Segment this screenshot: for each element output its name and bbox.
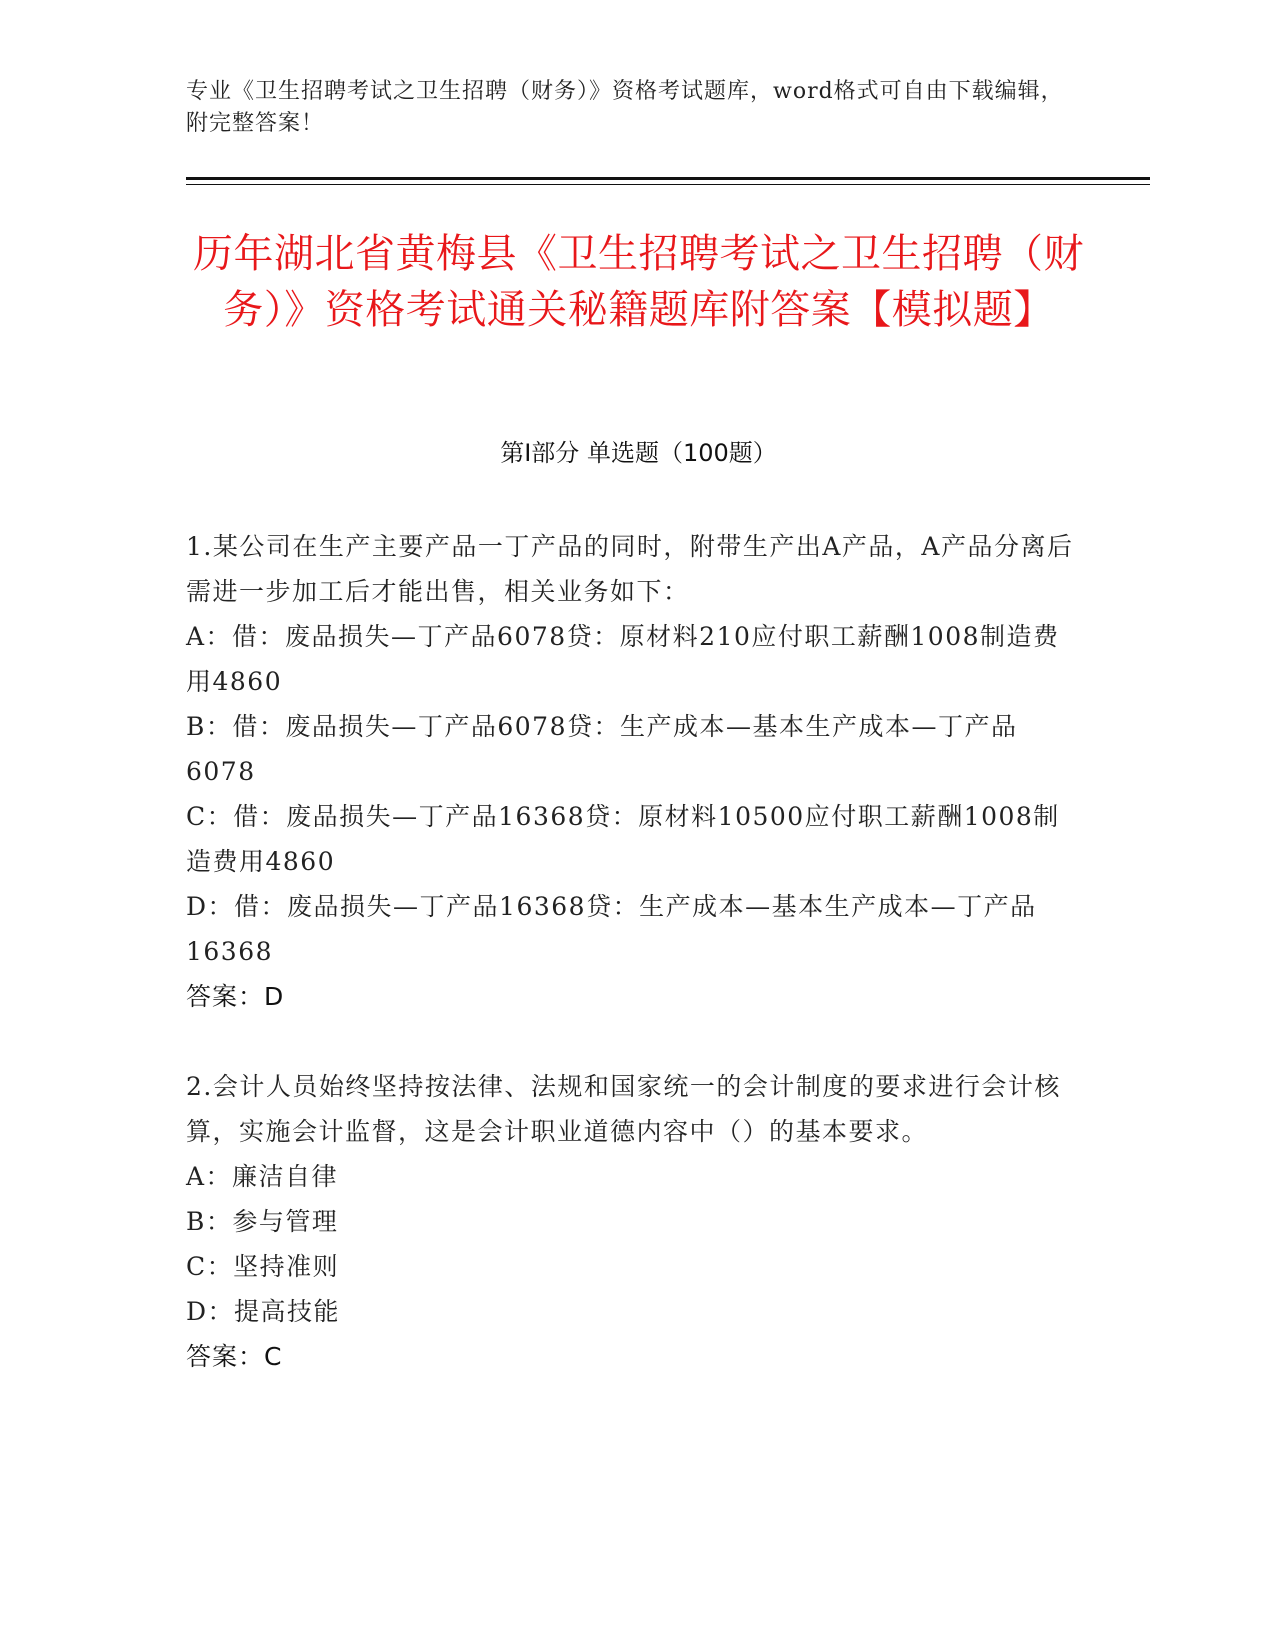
section-title: 第I部分 单选题（100题） (500, 439, 777, 467)
document-title: 历年湖北省黄梅县《卫生招聘考试之卫生招聘（财务）》资格考试通关秘籍题库附答案【模拟题】 (193, 231, 1084, 333)
option-c: C：坚持准则 (186, 1252, 340, 1281)
option-a: A：借：废品损失—丁产品6078贷：原材料210应付职工薪酬1008制造费用4860 (186, 622, 1060, 696)
answer-line: 答案：D (186, 982, 285, 1011)
question-stem: 2.会计人员始终坚持按法律、法规和国家统一的会计制度的要求进行会计核算，实施会计监督，这是会计职业道德内容中（）的基本要求。 (186, 1072, 1061, 1146)
option-c: C：借：废品损失—丁产品16368贷：原材料10500应付职工薪酬1008制造费用4860 (186, 802, 1060, 876)
option-d: D：借：废品损失—丁产品16368贷：生产成本—基本生产成本—丁产品16368 (186, 892, 1037, 966)
option-b: B：参与管理 (186, 1207, 339, 1236)
header-divider-thin (186, 184, 1150, 185)
header-note: 专业《卫生招聘考试之卫生招聘（财务）》资格考试题库，word格式可自由下载编辑，附完整答案！ (186, 79, 1064, 136)
option-b: B：借：废品损失—丁产品6078贷：生产成本—基本生产成本—丁产品6078 (186, 712, 1018, 786)
question-1 (186, 524, 1086, 1019)
question-2 (186, 1064, 1086, 1379)
answer-line: 答案：C (186, 1342, 283, 1371)
option-d: D：提高技能 (186, 1297, 341, 1326)
header-divider-thick (186, 177, 1150, 180)
option-a: A：廉洁自律 (186, 1162, 339, 1191)
question-stem: 1.某公司在生产主要产品一丁产品的同时，附带生产出A产品，A产品分离后需进一步加工后才能出售，相关业务如下： (186, 532, 1074, 606)
